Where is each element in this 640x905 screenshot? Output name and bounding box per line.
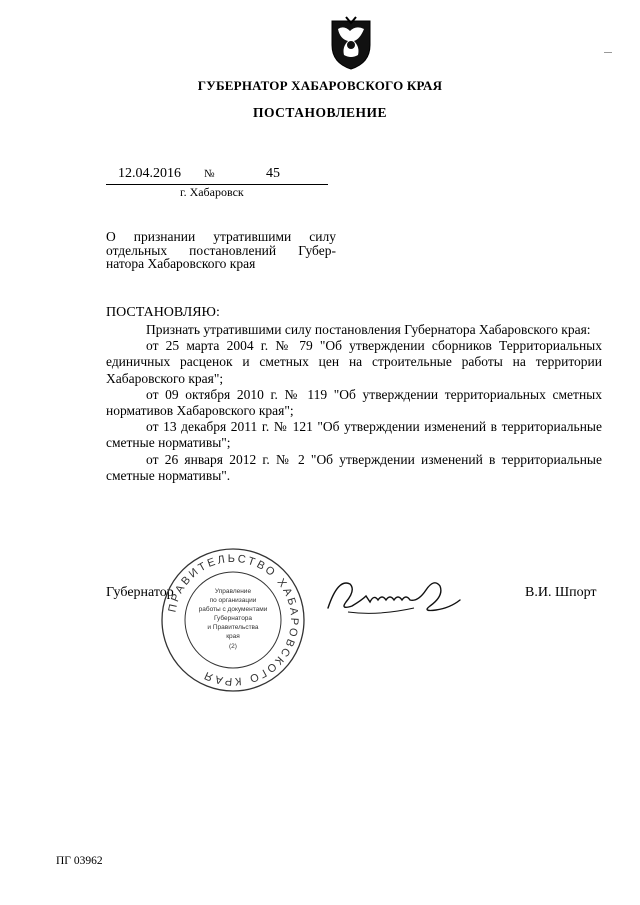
issuer-title: ГУБЕРНАТОР ХАБАРОВСКОГО КРАЯ: [197, 78, 443, 93]
subject-line: отдельных постановлений Губер-: [106, 242, 336, 258]
signatory-position: Губернатор: [106, 585, 174, 600]
document-subject: [106, 230, 336, 271]
subject-line: натора Хабаровского края: [106, 256, 256, 271]
document-date: 12.04.2016: [118, 166, 181, 181]
body-paragraph: от 13 декабря 2011 г. № 121 "Об утверждении изменений в территориальные сметные нормативы";: [106, 419, 602, 451]
document-body: [106, 322, 602, 484]
document-type: ПОСТАНОВЛЕНИЕ: [252, 105, 388, 120]
signatory-name: В.И. Шпорт: [525, 585, 597, 600]
stamp-center-line: работы с документами: [198, 606, 268, 613]
official-stamp: [158, 545, 308, 695]
stamp-center-line: Губернатора: [213, 615, 253, 622]
stamp-center-line: края: [226, 633, 240, 640]
stamp-center-line: и Правительства: [207, 624, 259, 631]
stamp-ring-text: ПРАВИТЕЛЬСТВО ХАБАРОВСКОГО КРАЯ: [166, 552, 301, 688]
decree-heading: ПОСТАНОВЛЯЮ:: [106, 305, 220, 320]
document-code: ПГ 03962: [56, 855, 103, 867]
body-paragraph: от 09 октября 2010 г. № 119 "Об утверждении территориальных сметных нормативов Хабаровского края";: [106, 386, 602, 419]
scan-mark: [604, 52, 612, 53]
number-sign: №: [204, 168, 215, 180]
document-number: 45: [266, 166, 280, 181]
stamp-center-line: (2): [229, 643, 237, 650]
document-city: г. Хабаровск: [180, 185, 244, 199]
body-paragraph: от 25 марта 2004 г. № 79 "Об утверждении сборников Территориальных единичных расценок и сметных цен на строительные работы на территории Хабаровского края";: [106, 338, 602, 386]
subject-line: О признании утратившими силу: [106, 229, 336, 244]
date-number-line: [106, 166, 328, 185]
body-paragraph: Признать утратившими силу постановления Губернатора Хабаровского края:: [146, 322, 591, 337]
body-paragraph: от 26 января 2012 г. № 2 "Об утверждении изменений в территориальные сметные нормативы".: [106, 451, 602, 483]
coat-of-arms-emblem: [326, 15, 376, 71]
stamp-center-line: по организации: [209, 597, 257, 604]
handwritten-signature: [318, 572, 468, 622]
stamp-center-line: Управление: [214, 588, 252, 595]
